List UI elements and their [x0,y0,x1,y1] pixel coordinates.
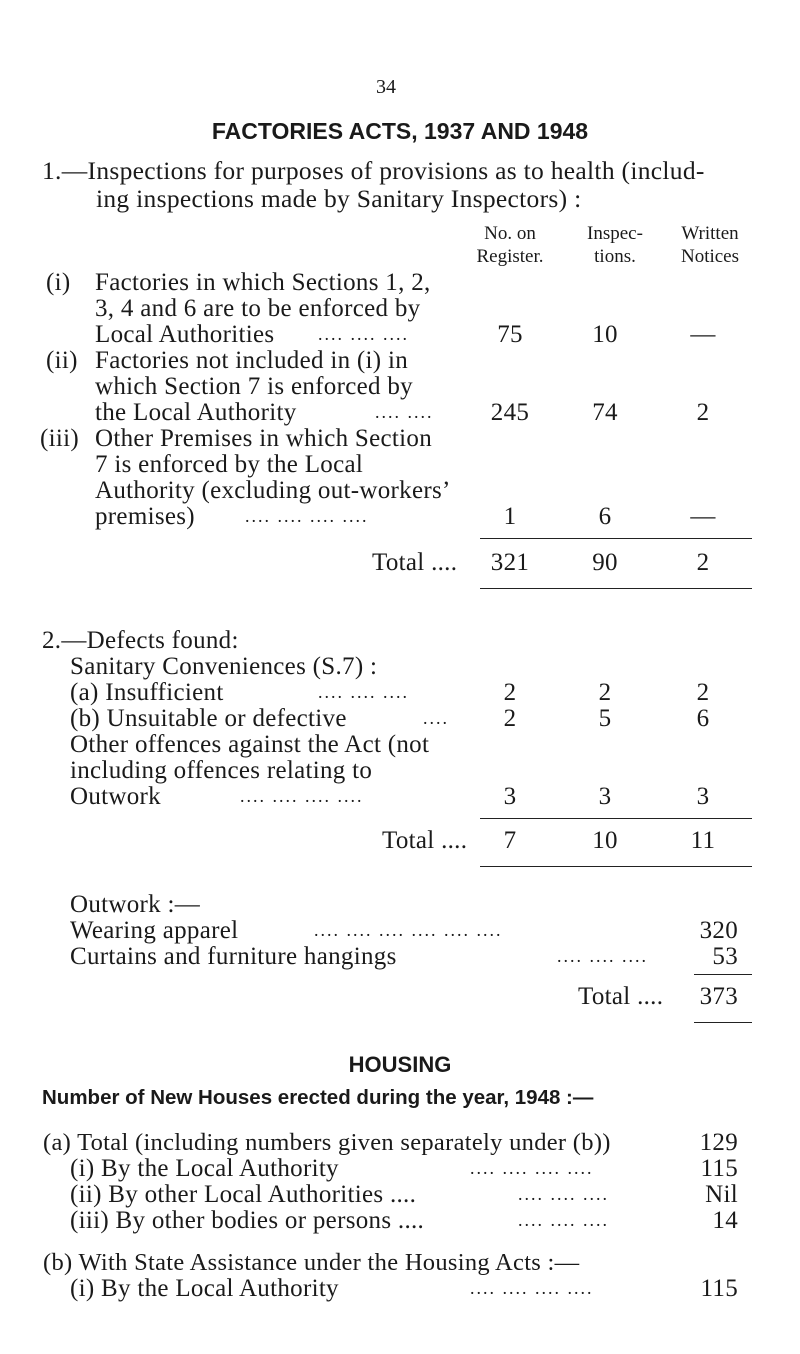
defect-row-b-text: (b) Unsuitable or defective [70,705,347,732]
housing-a-item-3-value: 14 [712,1207,738,1234]
outwork-row-wearing-dots: .... .... .... .... .... .... [314,920,503,940]
other-offences-c2: 3 [598,783,612,810]
row-ii-text-2: which Section 7 is enforced by [95,373,413,400]
defect-row-a-c3: 2 [696,679,710,706]
outwork-rule-bottom [694,1022,752,1023]
row-iii-text-4: premises) [95,503,195,530]
section2-total-label: Total .... [382,827,468,854]
outwork-heading: Outwork :— [70,891,201,918]
row-i-text-3: Local Authorities [95,321,275,348]
section1-total-register: 321 [490,549,530,576]
defect-row-a-c1: 2 [503,679,517,706]
outwork-row-wearing-value: 320 [699,917,738,944]
outwork-row-wearing-text: Wearing apparel [70,917,239,944]
page-number: 34 [376,76,396,98]
defect-row-a-text: (a) Insufficient [70,679,224,706]
housing-a-text: (a) Total (including numbers given separately under (b)) [43,1129,611,1156]
row-i-text-1: Factories in which Sections 1, 2, [95,269,431,296]
section1-total-inspections: 90 [592,549,618,576]
housing-b-item-1-text: (i) By the Local Authority [70,1275,339,1302]
row-iii-text-2: 7 is enforced by the Local [95,451,364,478]
row-iii-text-3: Authority (excluding out-workers’ [95,477,451,504]
defect-row-b-c1: 2 [503,705,517,732]
housing-a-item-3-dots: .... .... .... [518,1210,609,1230]
row-i-label: (i) [46,269,71,296]
other-offences-text-3: Outwork [70,783,161,810]
defect-row-b-c3: 6 [696,705,710,732]
housing-subtitle: Number of New Houses erected during the year, 1948 :— [42,1086,594,1109]
row-i-inspections: 10 [592,321,618,348]
housing-b-item-1-dots: .... .... .... .... [470,1278,594,1298]
row-iii-text-1: Other Premises in which Section [95,425,433,452]
defect-row-b-dots: .... [423,708,449,728]
row-iii-notices: — [690,503,716,530]
section2-rule-bottom [480,866,752,867]
outwork-total-value: 373 [699,983,738,1010]
row-iii-label: (iii) [40,425,79,452]
row-ii-notices: 2 [696,399,710,426]
row-ii-text-1: Factories not included in (i) in [95,347,409,374]
section1-rule-top [480,538,752,539]
row-i-register: 75 [497,321,523,348]
housing-a-item-2-value: Nil [705,1181,738,1208]
row-i-dots: .... .... .... [318,324,409,344]
section1-total-label: Total .... [372,549,458,576]
outwork-row-curtains-value: 53 [712,943,738,970]
defect-row-a-c2: 2 [598,679,612,706]
outwork-row-curtains-dots: .... .... .... [557,946,648,966]
row-i-notices: — [690,321,716,348]
row-i-text-2: 3, 4 and 6 are to be enforced by [95,295,421,322]
outwork-row-curtains-text: Curtains and furniture hangings [70,943,397,970]
section2-total-c1: 7 [503,827,517,854]
row-iii-inspections: 6 [598,503,612,530]
section2-rule-top [480,818,752,819]
housing-a-item-1-dots: .... .... .... .... [470,1158,594,1178]
row-ii-inspections: 74 [592,399,618,426]
section2-total-c3: 11 [690,827,716,854]
col-header-notices: Written Notices [680,223,740,267]
row-ii-text-3: the Local Authority [95,399,297,426]
other-offences-text-1: Other offences against the Act (not [70,731,430,758]
housing-a-item-3-text: (iii) By other bodies or persons .... [70,1207,425,1234]
outwork-rule-top [694,974,752,975]
other-offences-c3: 3 [696,783,710,810]
row-ii-label: (ii) [46,347,78,374]
section2-subheading: Sanitary Conveniences (S.7) : [70,653,378,680]
housing-title: HOUSING [348,1052,452,1077]
section1-rule-bottom [480,588,752,589]
housing-b-item-1-value: 115 [700,1275,738,1302]
section1-total-notices: 2 [696,549,710,576]
row-ii-dots: .... .... [375,402,434,422]
section2-total-c2: 10 [592,827,618,854]
housing-a-item-2-text: (ii) By other Local Authorities .... [70,1181,417,1208]
section2-heading: 2.—Defects found: [42,627,239,654]
row-iii-register: 1 [503,503,517,530]
section1-intro-line1: 1.—Inspections for purposes of provisions as to health (includ- [42,156,705,185]
housing-b-text: (b) With State Assistance under the Housing Acts :— [43,1249,580,1276]
col-header-register: No. on Register. [476,223,544,267]
defect-row-b-c2: 5 [598,705,612,732]
housing-a-value: 129 [699,1129,738,1156]
col-header-inspections: Inspec- tions. [587,223,643,267]
housing-a-item-2-dots: .... .... .... [518,1184,609,1204]
row-ii-register: 245 [490,399,530,426]
housing-a-item-1-value: 115 [700,1155,738,1182]
housing-a-item-1-text: (i) By the Local Authority [70,1155,339,1182]
other-offences-dots: .... .... .... .... [240,786,364,806]
section1-intro-line2: ing inspections made by Sanitary Inspectors) : [96,184,582,213]
defect-row-a-dots: .... .... .... [318,682,409,702]
row-iii-dots: .... .... .... .... [245,506,369,526]
outwork-total-label: Total .... [578,983,664,1010]
other-offences-text-2: including offences relating to [70,757,373,784]
other-offences-c1: 3 [503,783,517,810]
page-title: FACTORIES ACTS, 1937 AND 1948 [211,118,589,144]
